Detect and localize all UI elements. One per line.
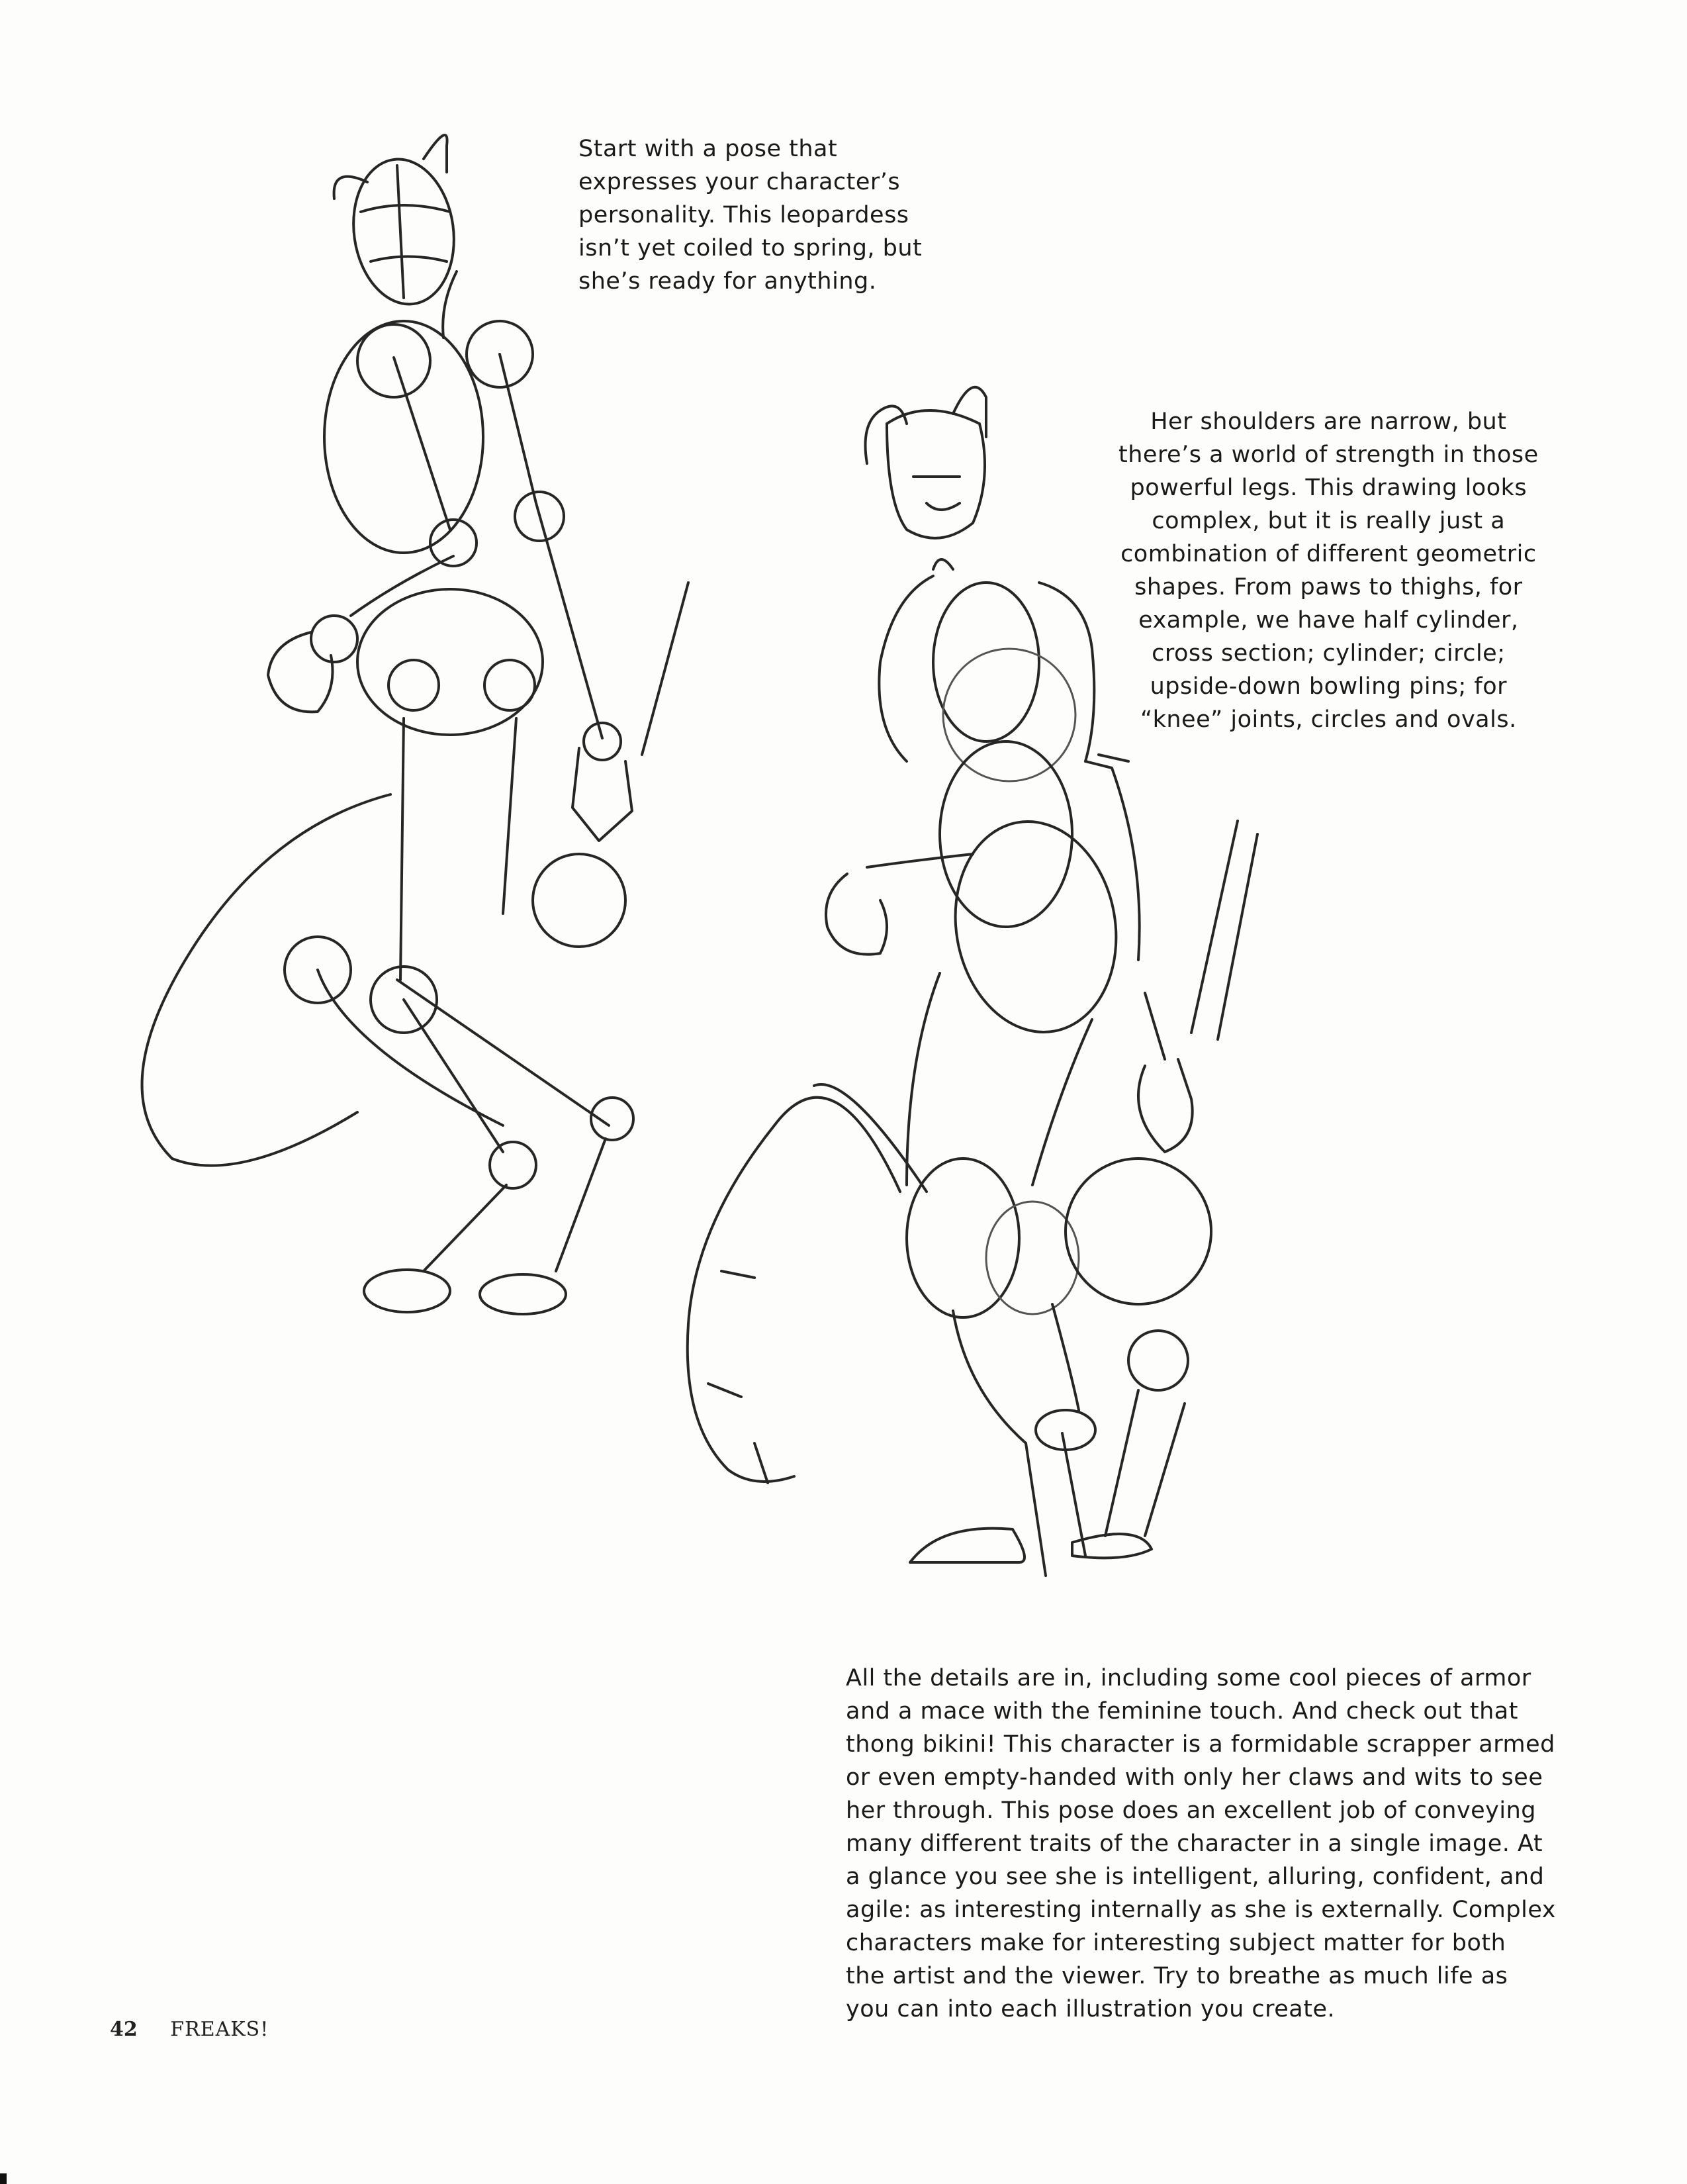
caption-line: the artist and the viewer. Try to breathe as much life as xyxy=(846,1963,1508,1989)
caption-line: or even empty-handed with only her claws and wits to see xyxy=(846,1764,1543,1791)
pose-sketch xyxy=(142,135,688,1314)
caption-line: her through. This pose does an excellent job of conveying xyxy=(846,1797,1537,1824)
book-title: FREAKS! xyxy=(170,2018,269,2041)
caption-line: upside-down bowling pins; for xyxy=(1150,673,1508,700)
caption-line: example, we have half cylinder, xyxy=(1138,607,1519,634)
caption-line: combination of different geometric xyxy=(1120,541,1537,567)
caption-line: thong bikini! This character is a formidable scrapper armed xyxy=(846,1731,1555,1758)
caption-line: Her shoulders are narrow, but xyxy=(1150,408,1507,435)
page-footer xyxy=(110,2018,269,2041)
caption-line: characters make for interesting subject matter for both xyxy=(846,1930,1506,1956)
caption-line: cross section; cylinder; circle; xyxy=(1152,640,1506,667)
caption-line: a glance you see she is intelligent, alluring, confident, and xyxy=(846,1864,1545,1890)
caption-line: many different traits of the character in a single image. At xyxy=(846,1830,1543,1857)
caption-shapes xyxy=(1118,405,1539,736)
caption-line: and a mace with the feminine touch. And check out that xyxy=(846,1698,1518,1725)
caption-line: shapes. From paws to thighs, for xyxy=(1134,574,1523,600)
caption-line: expresses your character’s xyxy=(578,169,901,195)
caption-line: Start with a pose that xyxy=(578,136,838,162)
caption-details xyxy=(846,1662,1556,2026)
caption-pose xyxy=(578,132,922,298)
scan-edge-mark xyxy=(0,2173,7,2184)
caption-line: All the details are in, including some cool pieces of armor xyxy=(846,1665,1531,1691)
caption-line: there’s a world of strength in those xyxy=(1118,442,1539,468)
caption-line: agile: as interesting internally as she is externally. Complex xyxy=(846,1897,1556,1923)
caption-line: personality. This leopardess xyxy=(578,202,909,228)
caption-line: “knee” joints, circles and ovals. xyxy=(1140,706,1517,733)
page-number: 42 xyxy=(110,2018,138,2041)
caption-line: she’s ready for anything. xyxy=(578,268,877,295)
caption-line: isn’t yet coiled to spring, but xyxy=(578,235,923,261)
caption-line: powerful legs. This drawing looks xyxy=(1130,475,1527,501)
caption-line: complex, but it is really just a xyxy=(1152,508,1506,534)
caption-line: you can into each illustration you create. xyxy=(846,1996,1336,2022)
